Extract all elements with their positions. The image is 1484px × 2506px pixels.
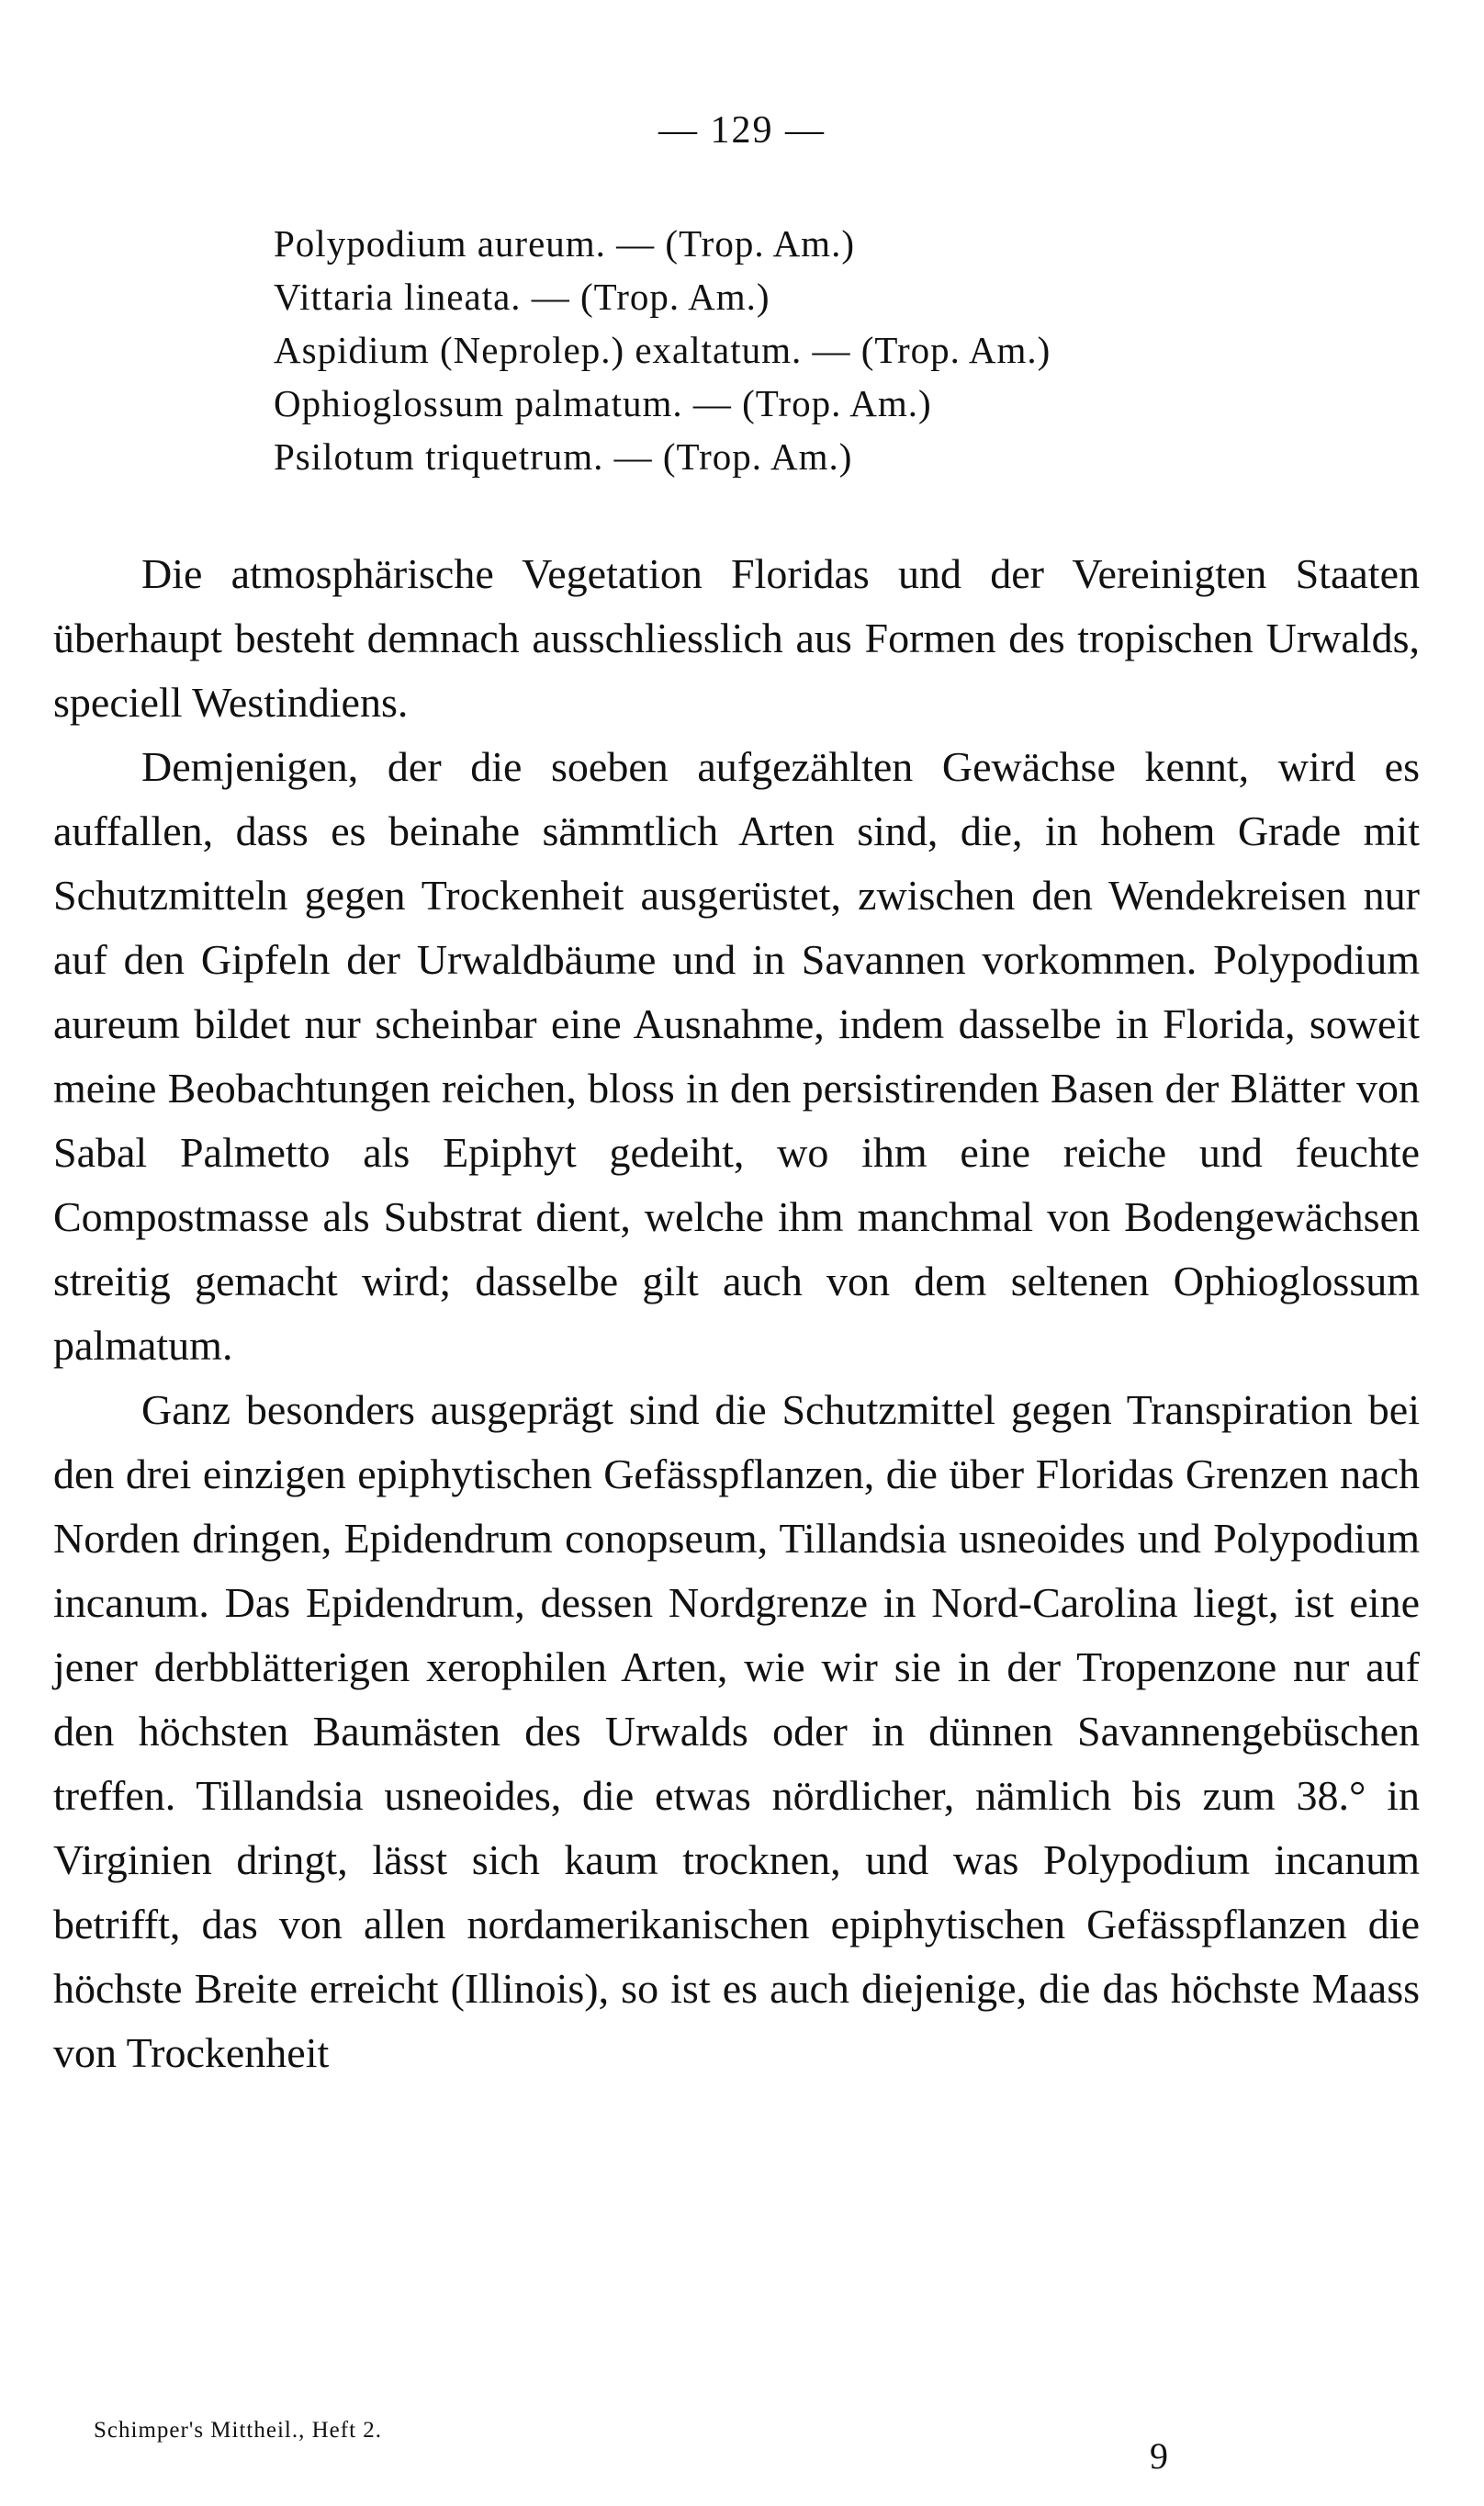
signature-mark: 9 bbox=[1150, 2435, 1168, 2477]
paragraph: Demjenigen, der die soeben aufgezählten Gewächse kennt, wird es auffallen, dass es beinahe sämmtlich Arten sind, die, in hohem Grade mit Schutzmitteln gegen Trockenheit ausgerüstet, zwischen den Wendekreisen nur auf den Gipfeln der Urwaldbäume und in Savannen vorkommen. Polypodium aureum bildet nur scheinbar eine Ausnahme, indem dasselbe in Florida, soweit meine Beobachtungen reichen, bloss in den persistirenden Basen der Blätter von Sabal Palmetto als Epiphyt gedeiht, wo ihm eine reiche und feuchte Compostmasse als Substrat dient, welche ihm manchmal von Bodengewächsen streitig gemacht wird; dasselbe gilt auch von dem seltenen Ophioglossum palmatum. bbox=[53, 743, 1420, 1369]
footer-note: Schimper's Mittheil., Heft 2. bbox=[94, 2418, 383, 2443]
species-entry: Aspidium (Neprolep.) exaltatum. — (Trop. Am.) bbox=[274, 329, 1051, 371]
page-number: — 129 — bbox=[658, 109, 826, 152]
species-list bbox=[274, 217, 1284, 483]
species-entry: Ophioglossum palmatum. — (Trop. Am.) bbox=[274, 382, 932, 424]
paragraph: Ganz besonders ausgeprägt sind die Schutzmittel gegen Transpiration bei den drei einzigen epiphytischen Gefässpflanzen, die über Floridas Grenzen nach Norden dringen, Epidendrum conopseum, Tillandsia usneoides und Polypodium incanum. Das Epidendrum, dessen Nordgrenze in Nord-Carolina liegt, ist eine jener derbblätterigen xerophilen Arten, wie wir sie in der Tropenzone nur auf den höchsten Baumästen des Urwalds oder in dünnen Savannengebüschen treffen. Tillandsia usneoides, die etwas nördlicher, nämlich bis zum 38.° in Virginien dringt, lässt sich kaum trocknen, und was Polypodium incanum betrifft, das von allen nordamerikanischen epiphytischen Gefässpflanzen die höchste Breite erreicht (Illinois), so ist es auch diejenige, die das höchste Maass von Trockenheit bbox=[53, 1386, 1420, 2076]
species-entry: Vittaria lineata. — (Trop. Am.) bbox=[274, 276, 770, 318]
body-text bbox=[53, 542, 1420, 2085]
paragraph: Die atmosphärische Vegetation Floridas und der Vereinigten Staaten überhaupt besteht demnach ausschliesslich aus Formen des tropischen Urwalds, speciell Westindiens. bbox=[53, 550, 1420, 726]
species-entry: Polypodium aureum. — (Trop. Am.) bbox=[274, 222, 855, 265]
species-entry: Psilotum triquetrum. — (Trop. Am.) bbox=[274, 435, 853, 478]
